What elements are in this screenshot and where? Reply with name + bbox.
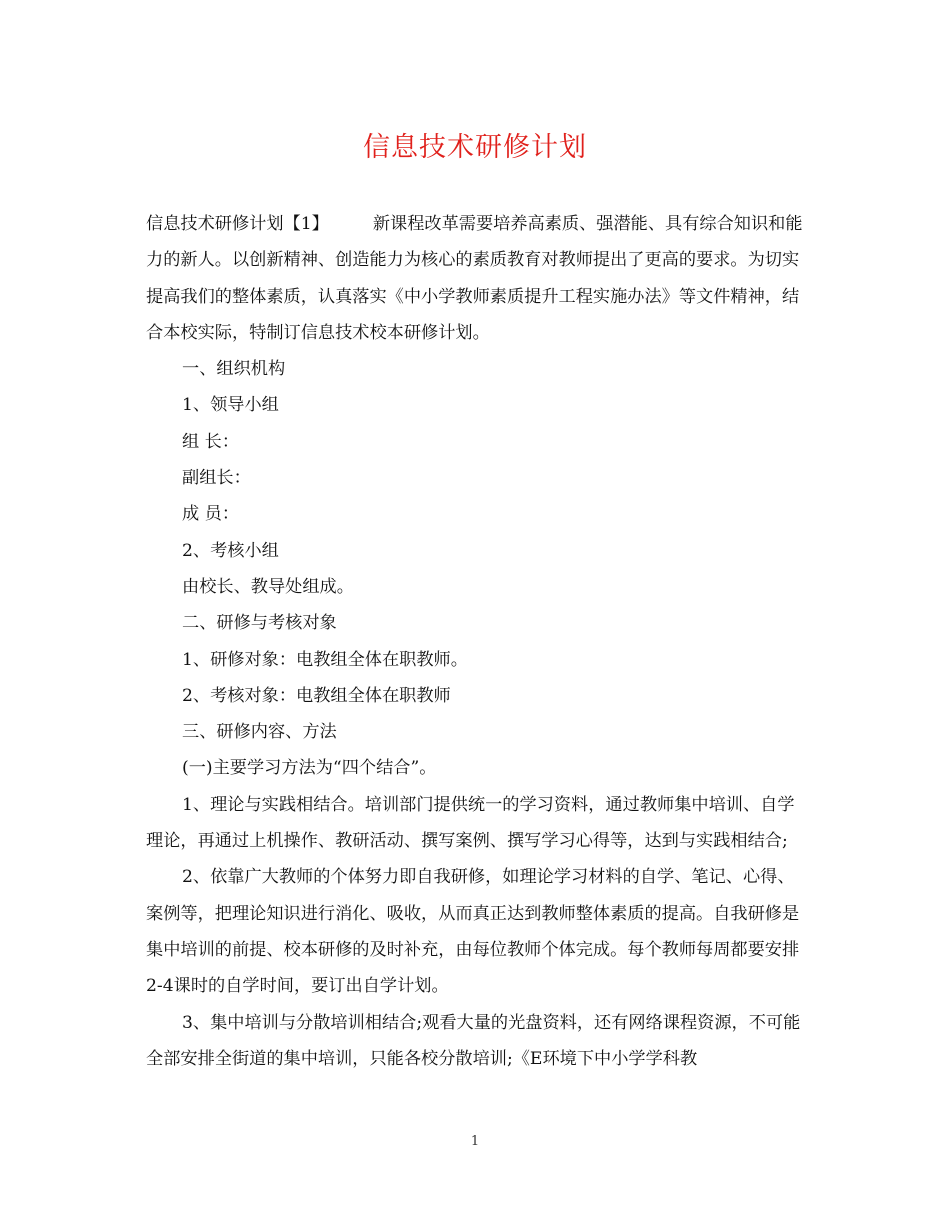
- list-item: 副组长：: [182, 468, 251, 489]
- document-title: 信息技术研修计划: [363, 132, 587, 163]
- intro-paragraph: [146, 206, 808, 351]
- section-heading: 三、研修内容、方法: [182, 722, 337, 743]
- section-heading: 一、组织机构: [182, 359, 286, 380]
- body-paragraph: 由校长、教导处组成。: [182, 576, 354, 597]
- document-body: [146, 206, 808, 1077]
- page-number: 1: [470, 1134, 480, 1149]
- body-paragraph: 1、理论与实践相结合。培训部门提供统一的学习资料，通过教师集中培训、自学理论，再通过上机操作、教研活动、撰写案例、撰写学习心得等，达到与实践相结合;: [146, 794, 795, 852]
- body-paragraph: 2、依靠广大教师的个体努力即自我研修，如理论学习材料的自学、笔记、心得、案例等，把理论知识进行消化、吸收，从而真正达到教师整体素质的提高。自我研修是集中培训的前提、校本研修的及时补充，由每位教师个体完成。每个教师每周都要安排2-4课时的自学时间，要订出自学计划。: [146, 867, 800, 997]
- list-item: 成 员：: [182, 504, 240, 525]
- intro-lead: 信息技术研修计划【1】: [146, 214, 329, 234]
- list-item: 组 长：: [182, 431, 240, 452]
- body-paragraph: 1、研修对象：电教组全体在职教师。: [182, 649, 468, 670]
- section-heading: 二、研修与考核对象: [182, 613, 337, 634]
- subsection-heading: 2、考核小组: [182, 540, 279, 561]
- body-paragraph: 3、集中培训与分散培训相结合;观看大量的光盘资料，还有网络课程资源，不可能全部安排全街道的集中培训，只能各校分散培训;《E环境下中小学学科教: [146, 1012, 801, 1069]
- body-paragraph: 2、考核对象：电教组全体在职教师: [182, 685, 451, 706]
- subsection-heading: 1、领导小组: [182, 395, 279, 416]
- intro-text: 新课程改革需要培养高素质、强潜能、具有综合知识和能力的新人。以创新精神、创造能力为核心的素质教育对教师提出了更高的要求。为切实提高我们的整体素质，认真落实《中小学教师素质提升工程实施办法》等文件精神，结合本校实际，特制订信息技术校本研修计划。: [146, 214, 803, 343]
- body-paragraph: (一)主要学习方法为“四个结合”。: [182, 758, 437, 779]
